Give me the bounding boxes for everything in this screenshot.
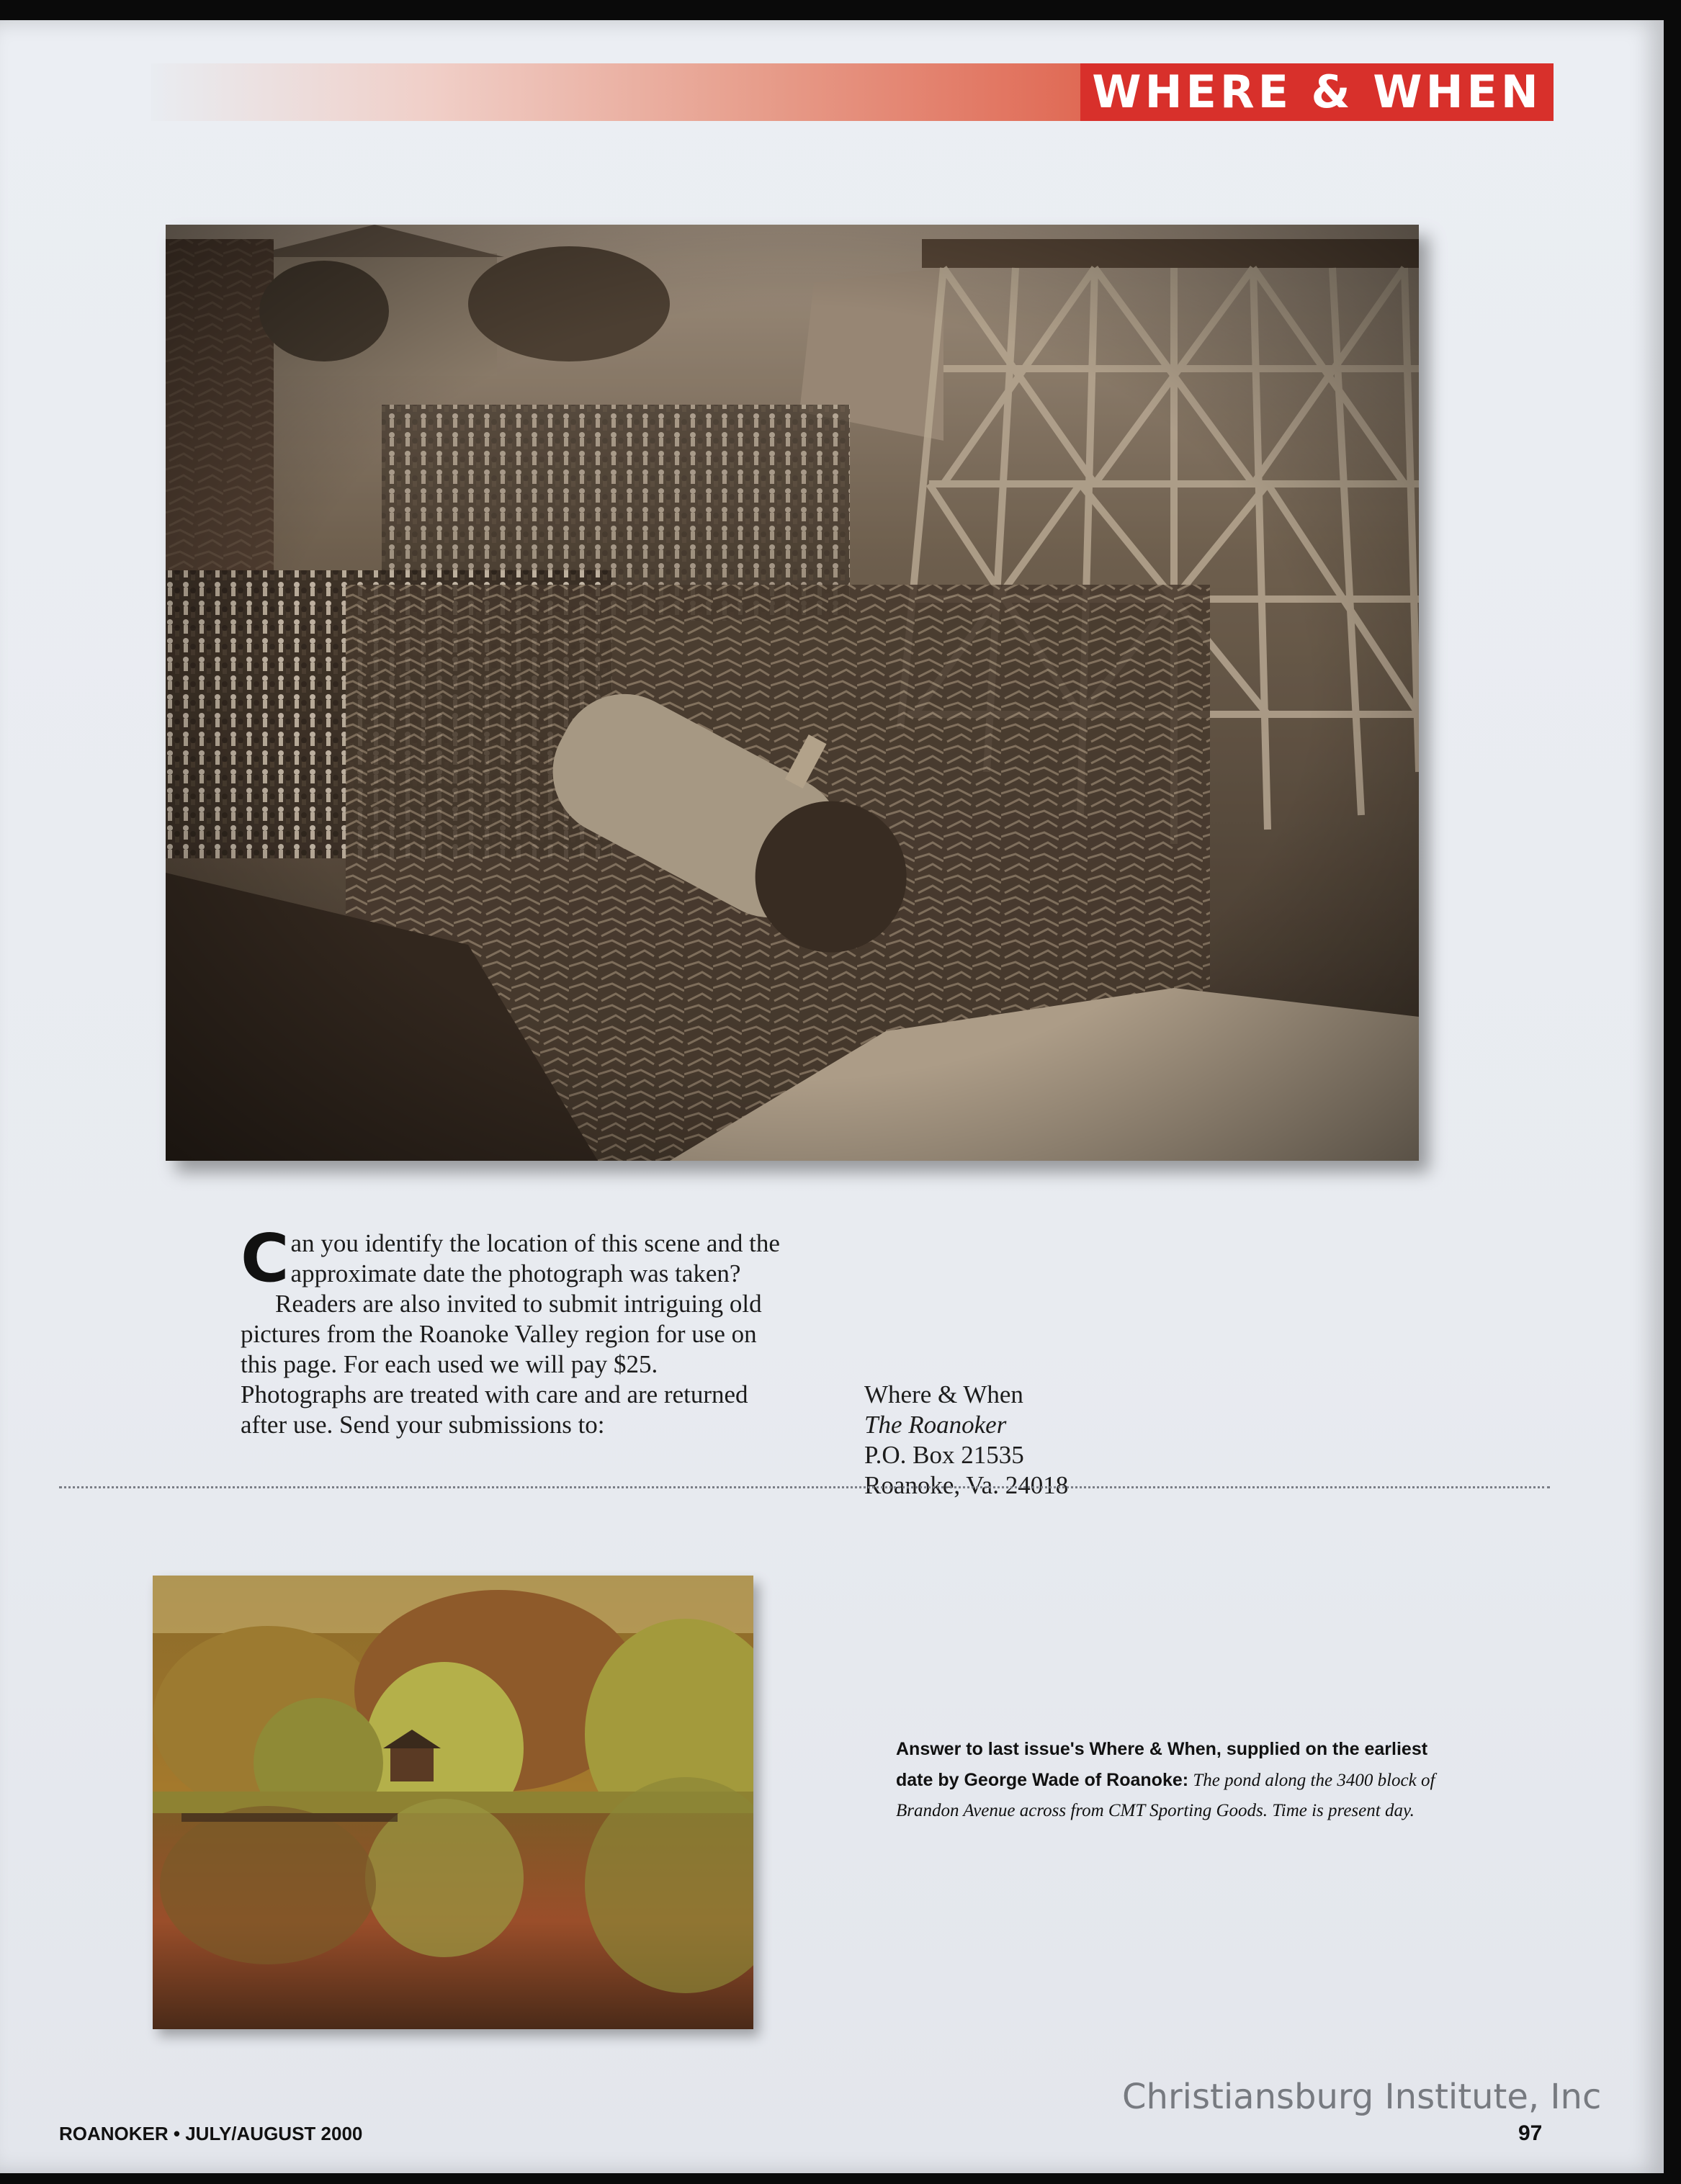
page-number: 97 <box>1518 2121 1543 2145</box>
answer-lead: Answer to last issue's Where & When, supplied on the earliest date by George Wade of Roanoke: <box>896 1739 1428 1790</box>
address-line-2: The Roanoker <box>864 1411 1007 1439</box>
address-line-1: Where & When <box>864 1380 1023 1408</box>
magazine-page <box>0 20 1664 2173</box>
address-line-3: P.O. Box 21535 <box>864 1441 1024 1469</box>
article-paragraph-2: Readers are also invited to submit intriguing old pictures from the Roanoke Valley region for use on this page. For each used we will pay $25. Photographs are treated with care and are returned after use. Send your submissions to: <box>241 1290 762 1439</box>
train-wreck-photo-image <box>166 225 1419 1161</box>
answer-detail: The pond along the 3400 block of Brandon Avenue across from CMT Sporting Goods. Time is present day. <box>896 1771 1435 1820</box>
train-wreck-photo <box>166 225 1419 1161</box>
answer-caption <box>896 1734 1443 1826</box>
address-line-4: Roanoke, Va. 24018 <box>864 1471 1069 1499</box>
section-title: WHERE & WHEN <box>1080 63 1554 121</box>
article-column-left <box>241 1220 788 1440</box>
watermark: Christiansburg Institute, Inc <box>1122 2077 1602 2117</box>
pond-photo-image <box>153 1576 753 2029</box>
footer-publication: ROANOKER • JULY/AUGUST 2000 <box>59 2123 363 2144</box>
pond-photo <box>153 1576 753 2029</box>
header-gradient-band <box>151 63 1080 121</box>
section-divider <box>59 1486 1550 1488</box>
article-column-right <box>830 1228 1377 1501</box>
drop-cap: C <box>241 1220 290 1297</box>
article-paragraph-1: an you identify the location of this scene and the approximate date the photograph was taken? <box>290 1229 780 1288</box>
